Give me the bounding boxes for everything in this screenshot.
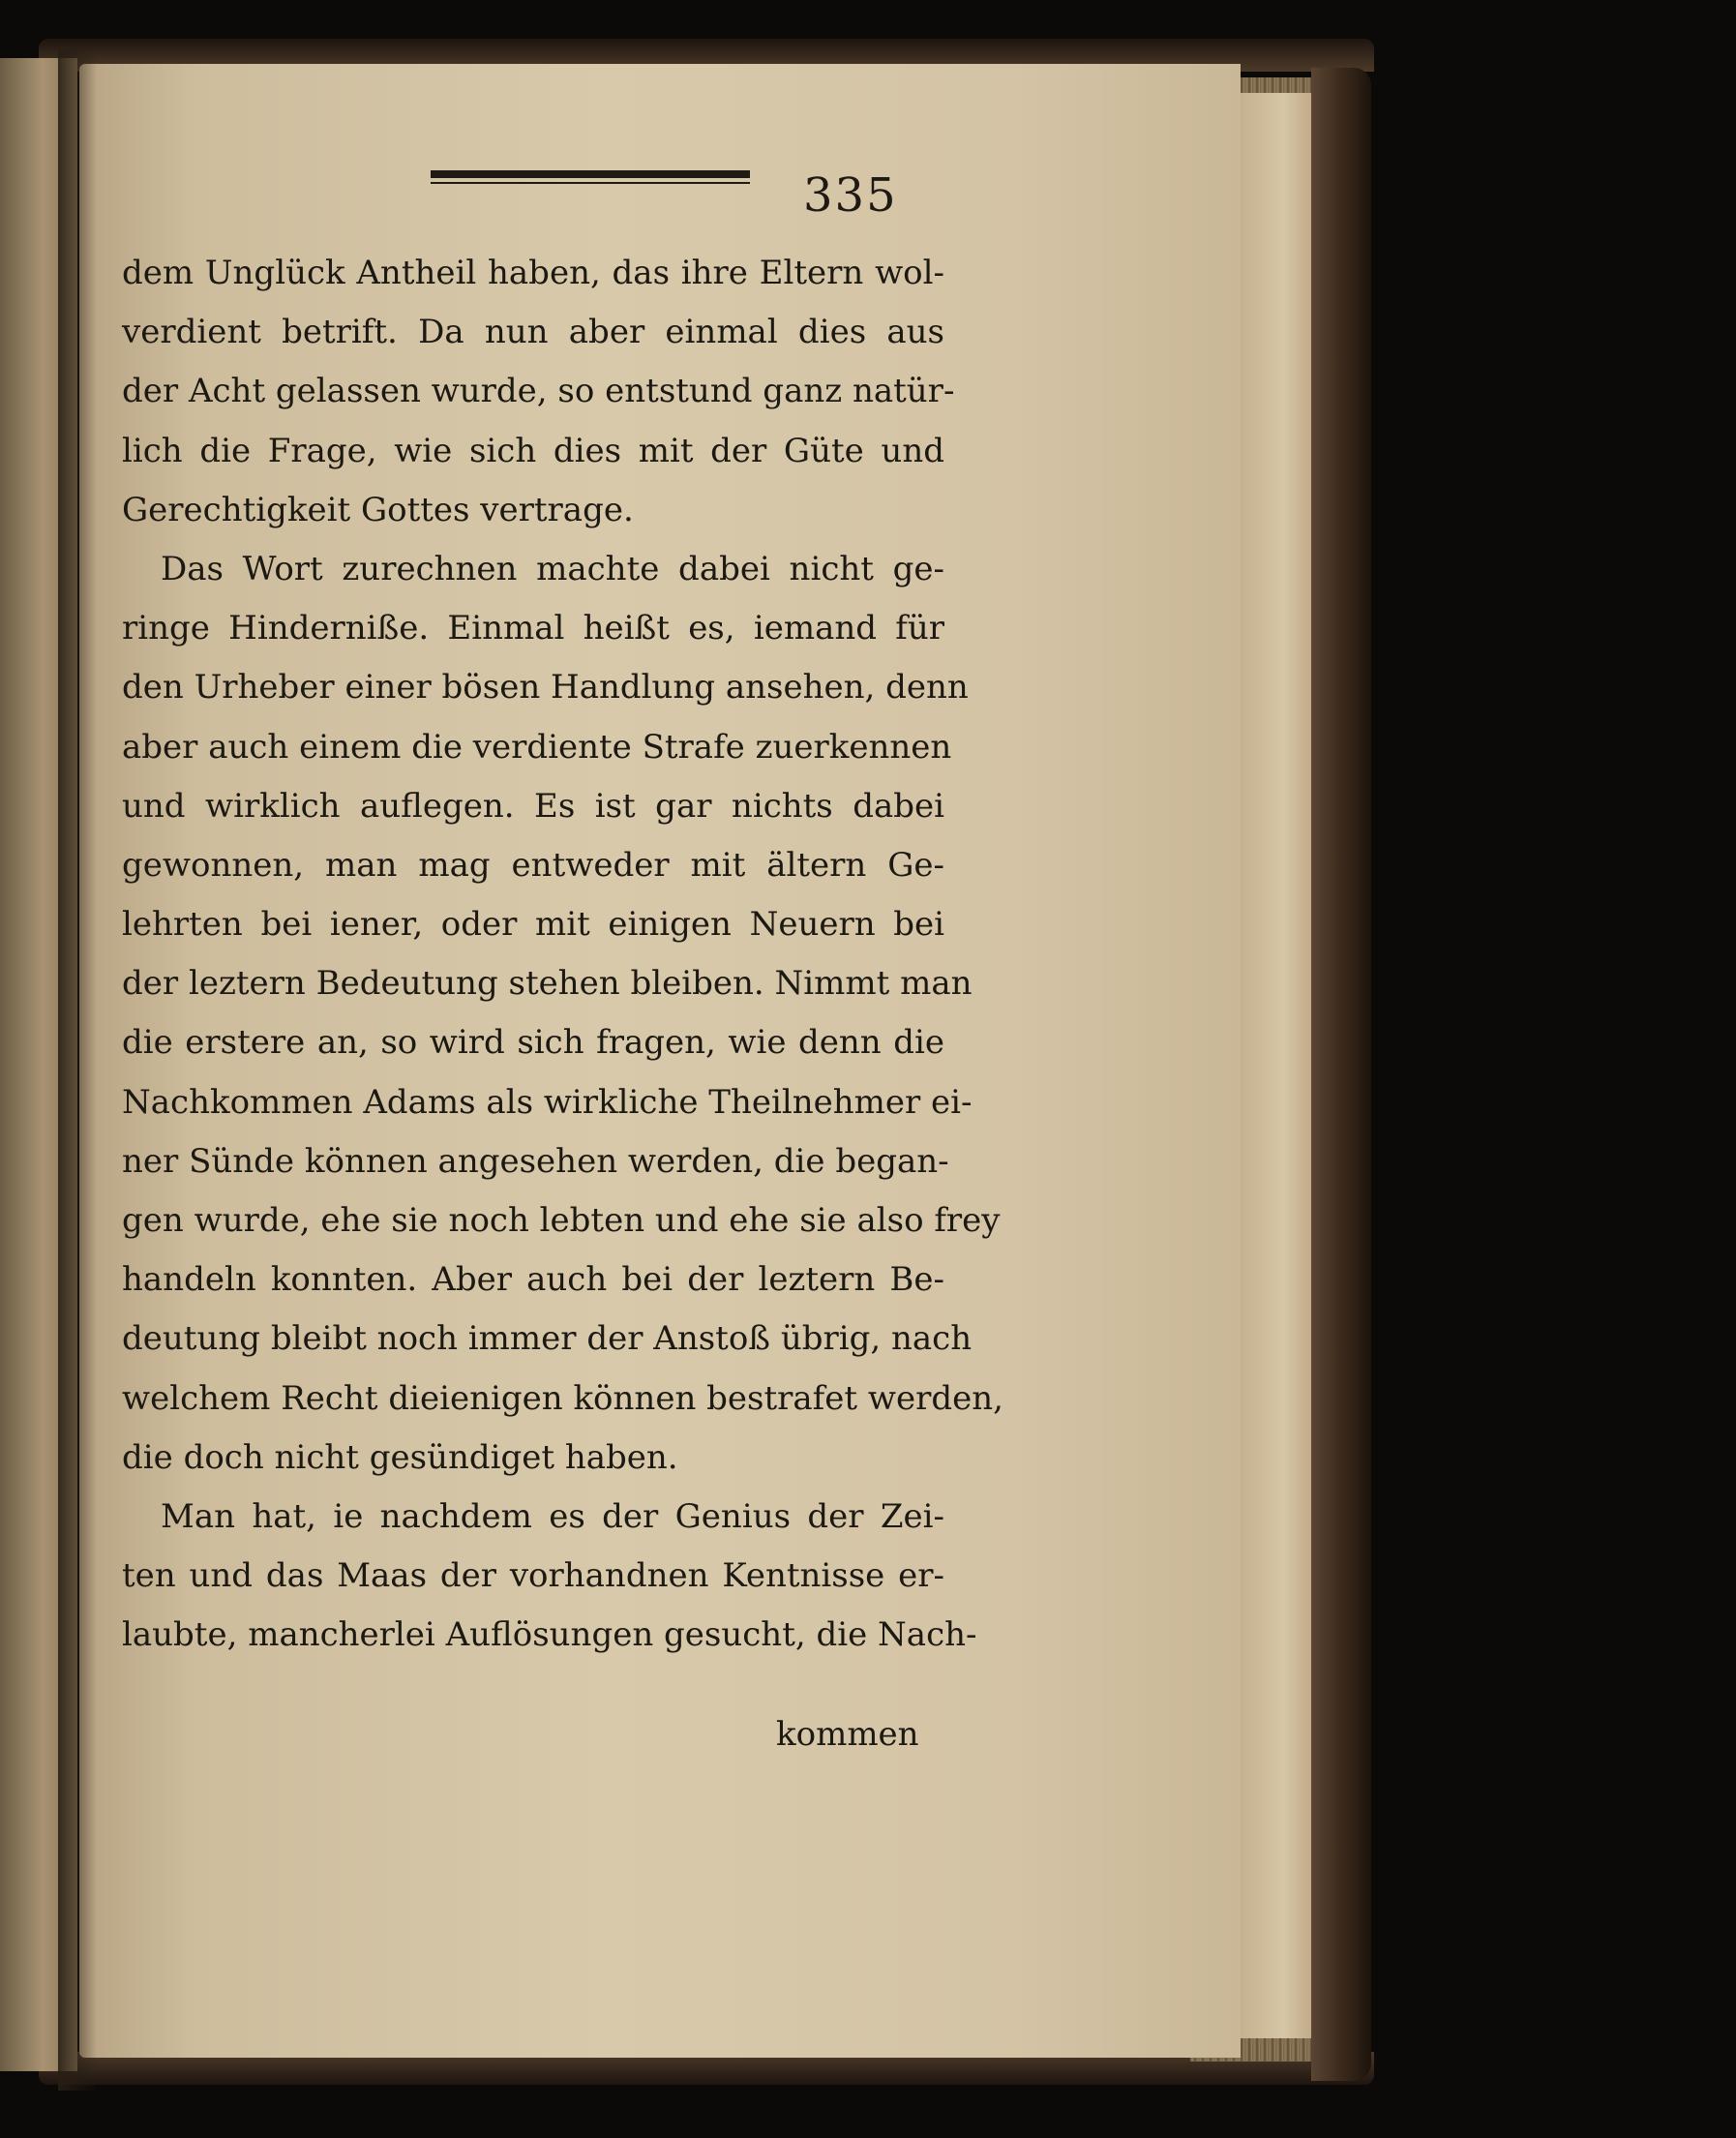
- text-line: Gerechtigkeit Gottes vertrage.: [122, 490, 634, 529]
- text-line: der leztern Bedeutung stehen bleiben. Nimmt man: [122, 964, 973, 1004]
- text-line: lich die Frage, wie sich dies mit der Güte und: [122, 431, 944, 470]
- text-line: Nachkommen Adams als wirkliche Theilnehmer ei-: [122, 1082, 973, 1122]
- text-line: und wirklich auflegen. Es ist gar nichts dabei: [122, 786, 944, 826]
- text-line: laubte, mancherlei Auflösungen gesucht, die Nach-: [122, 1615, 977, 1655]
- header-rule-thin: [431, 182, 750, 184]
- text-line: die erstere an, so wird sich fragen, wie denn die: [122, 1023, 944, 1063]
- text-line: Man hat, ie nachdem es der Genius der Zei-: [161, 1496, 944, 1536]
- text-line: ten und das Maas der vorhandnen Kentnisse er-: [122, 1556, 944, 1596]
- text-line: gewonnen, man mag entweder mit ältern Ge-: [122, 845, 944, 885]
- text-line: welchem Recht dieienigen können bestrafet werden,: [122, 1378, 1003, 1418]
- catchword: kommen: [776, 1715, 919, 1754]
- text-line: aber auch einem die verdiente Strafe zuerkennen: [122, 727, 952, 767]
- header-rule: [431, 170, 750, 190]
- header-rule-thick: [431, 170, 750, 178]
- book-cover-spine-right: [1311, 68, 1371, 2081]
- text-line: die doch nicht gesündiget haben.: [122, 1437, 678, 1477]
- text-line: handeln konnten. Aber auch bei der leztern Be-: [122, 1260, 944, 1300]
- page-number: 335: [803, 168, 898, 223]
- text-line: deutung bleibt noch immer der Anstoß übrig, nach: [122, 1319, 973, 1359]
- text-line: ringe Hinderniße. Einmal heißt es, iemand für: [122, 609, 944, 648]
- text-line: der Acht gelassen wurde, so entstund ganz natür-: [122, 372, 955, 411]
- text-line: gen wurde, ehe sie noch lebten und ehe sie also frey: [122, 1201, 1001, 1240]
- body-text: [122, 244, 1003, 1666]
- text-line: ner Sünde können angesehen werden, die began-: [122, 1141, 949, 1181]
- text-line: lehrten bei iener, oder mit einigen Neuern bei: [122, 905, 944, 945]
- text-line: den Urheber einer bösen Handlung ansehen, denn: [122, 668, 969, 708]
- text-line: dem Unglück Antheil haben, das ihre Eltern wol-: [122, 254, 944, 292]
- page-stack-inner: [1241, 93, 1313, 2038]
- text-line: verdient betrift. Da nun aber einmal dies aus: [122, 313, 944, 352]
- gutter-shadow: [58, 48, 97, 2091]
- text-line: Das Wort zurechnen machte dabei nicht ge-: [161, 549, 944, 588]
